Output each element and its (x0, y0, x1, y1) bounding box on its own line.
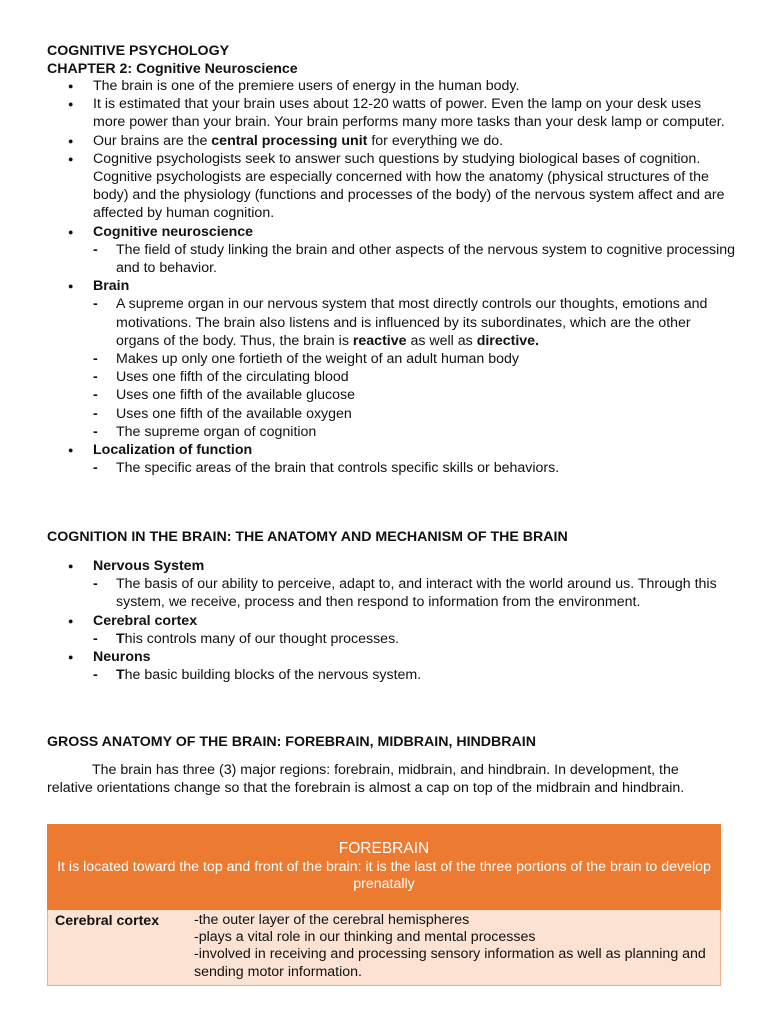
sub-list-item: - The basic building blocks of the nervous system. (93, 666, 737, 684)
sub-list-item: - The basis of our ability to perceive, adapt to, and interact with the world around us. Through this system, we receive, process and then respond to information from the environment. (93, 575, 737, 611)
section1-list (47, 77, 737, 477)
sub-list-item: - Uses one fifth of the available oxygen (93, 405, 737, 423)
list-item: ● It is estimated that your brain uses about 12-20 watts of power. Even the lamp on your desk uses more power than your brain. Your brain performs many more tasks than your desk lamp or computer. (47, 95, 737, 131)
forebrain-table-header (47, 824, 721, 910)
sub-list (93, 630, 737, 648)
list-item-brain (47, 277, 737, 441)
list-item: ● Our brains are the central processing unit for everything we do. (47, 132, 737, 150)
sub-list-item: - A supreme organ in our nervous system that most directly controls our thoughts, emotions and motivations. The brain also listens and is influenced by its subordinates, which are the other organs of the body. Thus, the brain is reactive as well as directive. (93, 295, 737, 350)
document-header (47, 42, 298, 78)
section2-list (47, 557, 737, 684)
sub-list-item: - The supreme organ of cognition (93, 423, 737, 441)
bold-term: central processing unit (211, 132, 368, 149)
sub-list-item: - This controls many of our thought processes. (93, 630, 737, 648)
term-heading: Cognitive neuroscience (93, 223, 254, 240)
sub-list (93, 241, 737, 277)
sub-list-item: - The field of study linking the brain and other aspects of the nervous system to cognitive processing and to behavior. (93, 241, 737, 277)
list-item-cerebral-cortex (47, 612, 737, 648)
forebrain-description: It is located toward the top and front of the brain: it is the last of the three portions of the brain to develop prenatally (57, 859, 711, 892)
table-row (47, 910, 721, 986)
list-item-neurons (47, 648, 737, 684)
sub-list (93, 295, 737, 441)
chapter-title: CHAPTER 2: Cognitive Neuroscience (47, 61, 298, 77)
section3-heading: GROSS ANATOMY OF THE BRAIN: FOREBRAIN, MIDBRAIN, HINDBRAIN (47, 734, 536, 750)
course-title: COGNITIVE PSYCHOLOGY (47, 43, 230, 59)
list-item-localization (47, 441, 737, 477)
sub-list (93, 666, 737, 684)
list-item: ● Cognitive psychologists seek to answer such questions by studying biological bases of cognition. Cognitive psychologists are especially concerned with how the anatomy (physical structures of the body) and the physiology (functions and processes of the body) of the nervous system affect and are affected by human cognition. (47, 150, 737, 223)
definition-line: -the outer layer of the cerebral hemispheres (194, 912, 470, 928)
section2-heading: COGNITION IN THE BRAIN: THE ANATOMY AND MECHANISM OF THE BRAIN (47, 529, 568, 545)
sub-list-item: - The specific areas of the brain that controls specific skills or behaviors. (93, 459, 737, 477)
term-heading: Nervous System (93, 558, 205, 574)
term-heading: Neurons (93, 649, 151, 666)
term-heading: Localization of function (93, 442, 253, 459)
definition-line: -plays a vital role in our thinking and mental processes (194, 929, 536, 946)
term-heading: Cerebral cortex (93, 612, 198, 629)
forebrain-title: FOREBRAIN (338, 840, 430, 857)
list-item: ● The brain is one of the premiere users of energy in the human body. (47, 77, 737, 95)
sub-list-item: - Makes up only one fortieth of the weight of an adult human body (93, 350, 737, 368)
section3-intro-paragraph: The brain has three (3) major regions: forebrain, midbrain, and hindbrain. In development, the relative orientations change so that the forebrain is almost a cap on top of the midbrain and hindbrain. (47, 762, 685, 797)
definition-line: -involved in receiving and processing sensory information as well as planning and sending motor information. (194, 946, 706, 980)
sub-list (93, 459, 737, 477)
sub-list-item: - Uses one fifth of the available glucose (93, 386, 737, 404)
term-heading: Brain (93, 278, 130, 295)
list-item-cognitive-neuroscience (47, 223, 737, 278)
list-item-nervous-system (47, 557, 737, 612)
forebrain-table (47, 824, 721, 986)
row-term: Cerebral cortex (55, 913, 160, 929)
row-definitions (194, 912, 714, 981)
sub-list (93, 575, 737, 611)
sub-list-item: - Uses one fifth of the circulating blood (93, 368, 737, 386)
